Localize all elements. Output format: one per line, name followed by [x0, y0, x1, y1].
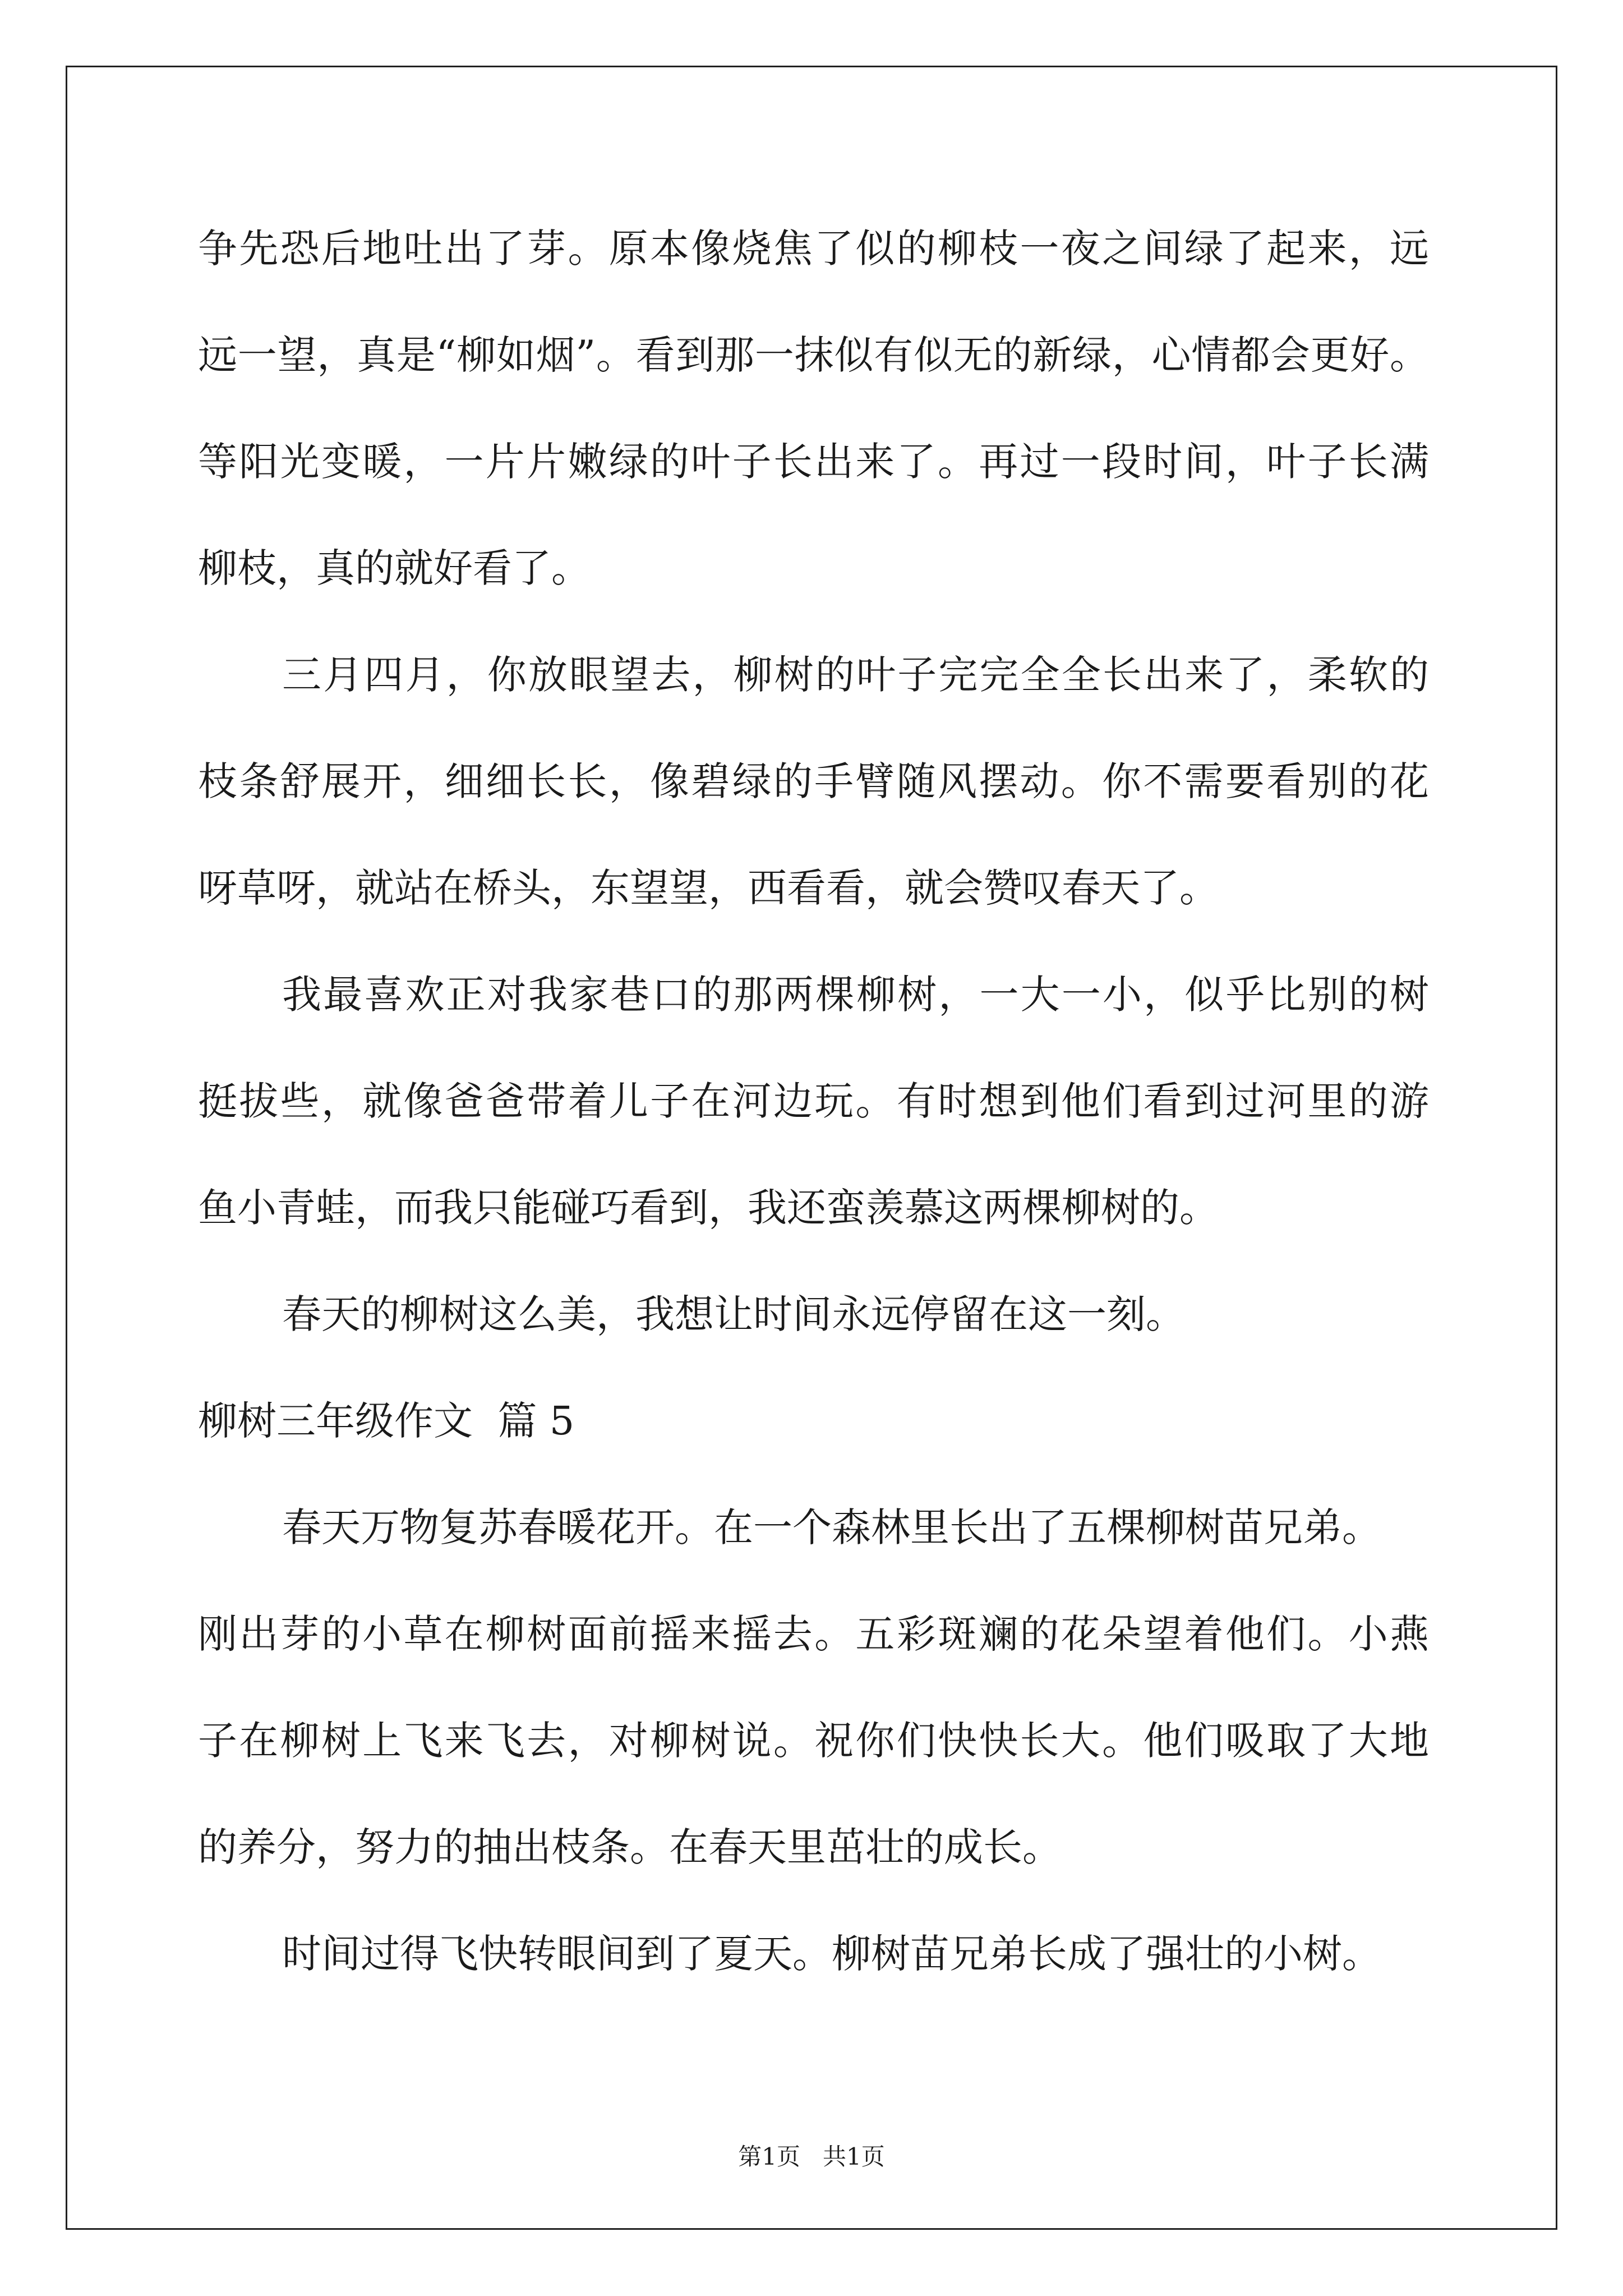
paragraph-line: 挺拔些，就像爸爸带着儿子在河边玩。有时想到他们看到过河里的游	[198, 1078, 1429, 1124]
paragraph-line: 枝条舒展开，细细长长，像碧绿的手臂随风摆动。你不需要看别的花	[198, 758, 1429, 804]
paragraph-line: 三月四月，你放眼望去，柳树的叶子完完全全长出来了，柔软的	[282, 652, 1429, 698]
paragraph-line: 柳枝，真的就好看了。	[198, 545, 591, 591]
section-heading: 柳树三年级作文 篇 5	[198, 1398, 575, 1444]
paragraph-line: 远一望，真是“柳如烟”。看到那一抹似有似无的新绿，心情都会更好。	[198, 332, 1429, 378]
paragraph-line: 刚出芽的小草在柳树面前摇来摇去。五彩斑斓的花朵望着他们。小燕	[198, 1611, 1429, 1657]
paragraph-line: 争先恐后地吐出了芽。原本像烧焦了似的柳枝一夜之间绿了起来，远	[198, 226, 1429, 272]
paragraph-line: 时间过得飞快转眼间到了夏天。柳树苗兄弟长成了强壮的小树。	[282, 1931, 1381, 1977]
paragraph-line: 鱼小青蛙，而我只能碰巧看到，我还蛮羡慕这两棵柳树的。	[198, 1185, 1219, 1231]
page-footer: 第1页 共1页	[738, 2143, 885, 2170]
paragraph-line: 我最喜欢正对我家巷口的那两棵柳树，一大一小，似乎比别的树	[282, 972, 1429, 1018]
paragraph-line: 的养分，努力的抽出枝条。在春天里茁壮的成长。	[198, 1824, 1062, 1870]
paragraph-line: 呀草呀，就站在桥头，东望望，西看看，就会赞叹春天了。	[198, 865, 1219, 911]
paragraph-line: 等阳光变暖，一片片嫩绿的叶子长出来了。再过一段时间，叶子长满	[198, 439, 1429, 485]
paragraph-line: 春天万物复苏春暖花开。在一个森林里长出了五棵柳树苗兄弟。	[282, 1504, 1381, 1550]
paragraph-line: 子在柳树上飞来飞去，对柳树说。祝你们快快长大。他们吸取了大地	[198, 1718, 1429, 1764]
page-border	[66, 66, 1557, 2230]
paragraph-line: 春天的柳树这么美，我想让时间永远停留在这一刻。	[282, 1291, 1185, 1337]
